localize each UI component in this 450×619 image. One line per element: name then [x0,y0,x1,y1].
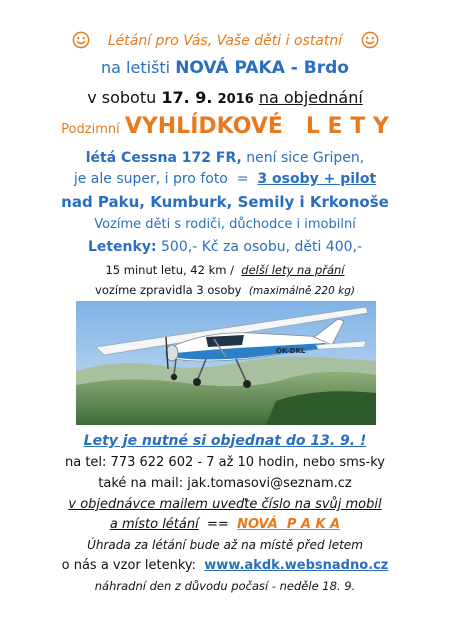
title-main: VYHLÍDKOVÉ L E T Y [124,114,389,139]
weight-max: (maximálně 220 kg) [248,285,355,297]
info-photo: je ale super, i pro foto = [73,171,253,187]
info-passengers: Vozíme děti s rodiči, důchodce i imobilní [94,217,356,232]
info-line-2 [0,171,450,187]
booking-instructions: v objednávce mailem uveďte číslo na svůj mobil [68,497,382,512]
website-label: o nás a vzor letenky: [61,558,201,573]
info-plane: létá Cessna 172 FR, [85,150,242,166]
location-name: NOVÁ PAKA - Brdo [175,58,349,78]
website-link[interactable]: www.akdk.websnadno.cz [204,558,389,573]
place-label: a místo létání [109,517,199,532]
booking-phone: na tel: 773 622 602 - 7 až 10 hodin, nebo sms-ky [64,455,385,470]
aircraft-image [76,301,376,425]
longer-flights: delší lety na přání [241,263,345,277]
header-line-2 [0,58,450,78]
info-tickets [0,239,450,255]
info-plane-note: není sice Gripen, [246,150,365,166]
info-weight [0,283,450,297]
location-prefix: na letišti [101,58,171,77]
header-line-3 [0,88,450,107]
weight-text: vozíme zpravidla 3 osoby [95,283,246,297]
info-route: nad Paku, Kumburk, Semily i Krkonoše [61,193,389,211]
info-duration [0,263,450,277]
booking-email: také na mail: jak.tomasovi@seznam.cz [98,476,352,491]
place-value: NOVÁ P A K A [237,517,341,532]
info-line-1 [0,150,450,166]
date-value: 17. 9. [161,88,213,107]
tickets-price: 500,- Kč za osobu, děti 400,- [161,239,363,255]
booking-deadline: Lety je nutné si objednat do 13. 9. ! [83,433,367,449]
flyer-title [0,114,450,139]
booking-backup-day: náhradní den z důvodu počasí - neděle 18. 9. [94,579,356,593]
header-line-1: Létání pro Vás, Vaše děti i ostatní [107,33,343,49]
booking-place [0,517,450,532]
date-prefix: v sobotu [87,88,157,107]
duration-text: 15 minut letu, 42 km / [105,263,238,277]
plane-registration: OK-DKL [276,347,306,355]
date-suffix: na objednání [258,88,363,107]
date-year: 2016 [217,92,254,107]
place-separator: == [202,517,233,532]
info-capacity: 3 osoby + pilot [257,171,377,187]
tickets-label: Letenky: [87,239,157,255]
title-prefix: Podzimní [61,122,120,137]
booking-website [0,558,450,573]
booking-payment: Úhrada za létání bude až na místě před letem [87,538,363,552]
aircraft-photo [76,301,376,425]
